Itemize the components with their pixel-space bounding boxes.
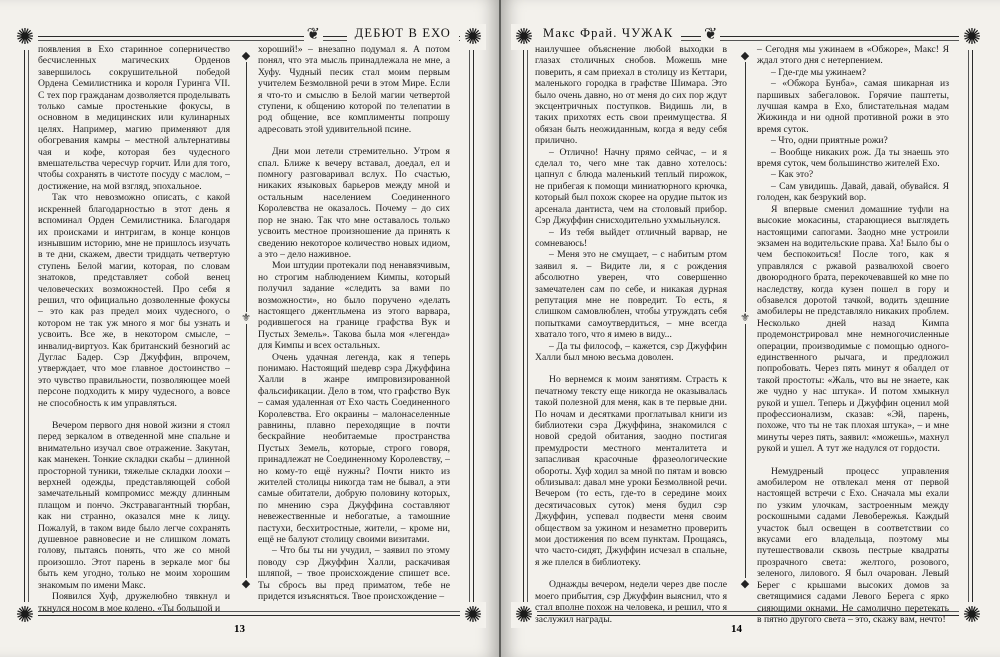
paragraph: Так что невозможно описать, с какой искренней благодарностью в этот день я вспоминал Орден Семилистника. Благодаря их происками и интригам, в конце концов изнывшим историю, мне не пришлось изучать в те дни, скажем, двести тридцать четвертую ступень Белой магии, которая, по словам знатоков, представляет собой венец человеческих возможностей. Про себя я решил, что официально дозволенные фокусы – это как раз предел моих чудесного, о котором не так уж много я мог бы узнать и усвоить. Все же, в некотором смысле, – инвалид-виртуоз. Как британский безногий ас Дуглас Бадер. Сэр Джуффин, впрочем, утверждает, что мое главное достоинство – это чувство правильности, позволяющее моей персоне подходить к миру чудесного, а вовсе не способность к им управляться.	[38, 192, 230, 409]
divider-ornament-icon: ◆	[740, 50, 750, 62]
paragraph: – Да ты философ, – кажется, сэр Джуффин Халли был мною весьма доволен.	[535, 340, 727, 363]
paragraph: – Что бы ты ни учудил, – заявил по этому поводу сэр Джуффин Халли, раскачивая шляпой, – твое происхождение спишет все. Ты сбрось вы пред приматом, тебе не придется изъясняться. Твое происхождение –	[258, 545, 450, 603]
right-page	[501, 0, 1000, 657]
paragraph: – Что, одни приятные рожи?	[771, 135, 888, 147]
corner-ornament-icon: ✺	[959, 24, 985, 50]
paragraph: Но вернемся к моим занятиям. Страсть к печатному тексту еще никогда не оказывалась такой полезной для меня, как в те первые дни. По ночам и десятками проглатывал книги из библиотеки сэра Джуффина, знакомился с новой средой обитания, заодно постигая премудрости местного менталитета и запасливая красочные фразеологические обороты. Хуф ходил за мной по пятам и вовсю облизывал: давал мне уроки Безмолвной речи. Вечером (то есть, где-то в середине моих десятичасовых суток) меня будил сэр Джуффин, успевал подвести меня своим обществом за ужином и незаметно проверить мои достижения по всем пунктам. Прощаясь, что часто-сидят, Джуффин исчезал в спальне, я же плелся в библиотеку.	[535, 374, 727, 568]
corner-ornament-icon: ✺	[12, 602, 38, 628]
corner-ornament-icon: ✺	[12, 24, 38, 50]
divider-ornament-icon: ⚜	[241, 312, 251, 324]
divider-ornament-icon: ◆	[740, 578, 750, 590]
running-header: ДЕБЮТ В ЕХО	[347, 26, 459, 41]
page-number: 13	[228, 623, 251, 635]
corner-ornament-icon: ✺	[460, 602, 486, 628]
paragraph: Немудреный процесс управления амобилером не отвлекал меня от первой настоящей встречи с Ехо. Сначала мы ехали по узким улочкам, застроенным между роскошными садами Левобережья. Каждый участок был освещен в соответствии со вкусами его владельца, поэтому мы путешествовали сквозь пестрые квадраты прозрачного света: желтого, розового, зеленого, лилового. Я был очарован. Левый Берег с крышами высоких домов за светящимися садами Левого Берега с ярко сияющими окнами. Не самолично перетекать в пятно другого света – это, скажу вам, нечто!	[757, 465, 949, 625]
running-header: Макс Фрай. ЧУЖАК	[535, 26, 681, 41]
paragraph: – Где-где мы ужинаем?	[771, 66, 866, 78]
column-divider	[242, 50, 250, 590]
paragraph: – Из тебя выйдет отличный варвар, не сомневаюсь!	[535, 226, 727, 249]
left-page	[0, 0, 499, 657]
corner-ornament-icon: ✺	[511, 602, 537, 628]
text-column-2	[757, 44, 949, 625]
divider-ornament-icon: ◆	[241, 50, 251, 62]
page-number: 14	[725, 623, 748, 635]
paragraph: Однажды вечером, недели через две после моего прибытия, сэр Джуффин выяснил, что я стал вполне похож на человека, и решил, что я заслужил награды.	[535, 579, 727, 625]
header-ornament-icon: ❦	[701, 24, 720, 44]
paragraph: Я впервые сменил домашние туфли на высокие мокасины, старающиеся выглядеть настоящими сапогами. Заодно мне устроили экзамен на водительские права. Ха! Было бы о чем беспокоиться! После того, как я управлялся с ржавой развалюхой своего двоюродного брата, перекочевавшей ко мне по наследству, когда кузен пошел в гору и обзавелся доротой тачкой, водить здешние амобилеры не представляло никаких проблем. Несколько дней назад Кимпа продемонстрировал мне немногочисленные операции, производимые с помощью одного-единственного рычага, и предложил попробовать. Через пять минут я обалдел от такой простоты: «Жаль, что вы не знаете, как же чудно у нас штука». И потом хмыкнул рукой и ушел. Теперь и Джуффин оценил мой профессионализм, сказав: «Эй, парень, похоже, что ты не так плохая штука», – и мне минуты через пять, заявил: «можешь», махнул рукой и ушел. А тут же надулся от гордости.	[757, 203, 949, 455]
paragraph: – Меня это не смущает, – с набитым ртом заявил я. – Видите ли, я с рождения абсолютно уверен, что совершенно замечателен сам по себе, и никакая дурная репутация мне не повредит. То есть, я слишком самовлюблен, чтобы утруждать себя попытками самоутвердиться, – мне всегда хватало того, что я имею в виду...	[535, 249, 727, 341]
paragraph: – Как это?	[771, 169, 814, 181]
paragraph: – Сегодня мы ужинаем в «Обжоре», Макс! Я ждал этого дня с нетерпением.	[757, 44, 949, 67]
text-column-1	[38, 44, 230, 614]
text-column-1	[535, 44, 727, 625]
divider-ornament-icon: ◆	[241, 578, 251, 590]
paragraph: Мои штудии протекали под ненавязчивым, но строгим наблюдением Кимпы, который получил задание «следить за вами по возможности», но было поручено «делать настоящего джентльмена из этого варвара, родившегося на границе графства Вук и Пустых Земель». Такова была моя «легенда» для Кимпы и всех остальных.	[258, 260, 450, 352]
paragraph: – Сам увидишь. Давай, давай, обувайся. Я голоден, как безрукий вор.	[757, 180, 949, 204]
corner-ornament-icon: ✺	[959, 602, 985, 628]
corner-ornament-icon: ✺	[460, 24, 486, 50]
divider-ornament-icon: ⚜	[740, 312, 750, 324]
paragraph: хороший!» – внезапно подумал я. А потом понял, что эта мысль принадлежала не мне, а Хуфу. Чудный песик стал моим первым учителем Безмолвной речи в этом Мире. Если я что-то и смыслю в Белой магии четвертой ступени, к общению которой по телепатии в род общение, все комплименты попрошу адресовать этой удивительной псине.	[258, 44, 450, 135]
paragraph: наилучшее объяснение любой выходки в глазах столичных снобов. Можешь мне поверить, я сам приехал в столицу из Кеттари, маленького городка в графстве Шимара. Это было очень давно, но от меня до сих пор ждут эксцентричных поступков. Видишь ли, в таких прихотях есть свои преимущества. Я обязан быть неожиданным, когда я веду себя прилично.	[535, 44, 727, 147]
paragraph: Дни мои летели стремительно. Утром я спал. Ближе к вечеру вставал, доедал, ел и помногу разговаривал вслух. По счастью, никаких языковых барьеров между мной и остальным населением Соединенного Королевства не оказалось. Почему – до сих пор не знаю. Так что мне оставалось только усвоить местное произношение да принять к сведению некоторое количество новых идиом, а это – дело наживное.	[258, 146, 450, 260]
paragraph: Вечером первого дня новой жизни я стоял перед зеркалом в отведенной мне спальне и внимательно изучал свое отражение. Закутан, как манекен. Тонкие складки скабы – длинной просторной туники, тяжелые складки лоохи – верхней одежды, представляющей собой замечательный компромисс между длинным плащом и пончо. Экстравагантный тюрбан, как ни странно, оказался мне к лицу. Пожалуй, в таком виде было легче сохранять душевное равновесие и не слишком ломать голову, пытаясь понять, что же со мной произошло. Этот парень в зеркале мог бы быть кем угодно, только не моим хорошим знакомым по имени Макс.	[38, 420, 230, 591]
header-ornament-icon: ❦	[304, 24, 323, 44]
paragraph: – Вообще никаких рож. Да ты знаешь это время суток, чем большинство жителей Ехо.	[757, 146, 949, 170]
paragraph: Очень удачная легенда, как я теперь понимаю. Настоящий шедевр сэра Джуффина Халли в жанре импровизированной фальсификации. Дело в том, что графство Вук – самая удаленная от Ехо часть Соединенного Королевства. Его окраины – малонаселенные равнины, плавно переходящие в почти бескрайние необитаемые пространства Пустых Земель, которые, строго говоря, принадлежат не Соединенному Королевству, – но кому-то ещё нужны? Почти никто из жителей столицы никогда там не бывал, а эти самые обитатели, добрую половину которых, по мнению сэра Джуффина составляют невежественные и небогатые, а тамошние пастухи, бесхитростные, жители, – кроме ни, ещё не балуют столицу своими визитами.	[258, 351, 450, 546]
corner-ornament-icon: ✺	[511, 24, 537, 50]
paragraph: – Отлично! Начну прямо сейчас, – и я сделал то, чего мне так давно хотелось: цапнул с блюда маленький теплый пирожок, не прибегая к помощи миниатюрного крючка, который был похож скорее на орудие пыток из арсенала дантиста, чем на столовый прибор. Сэр Джуффин снисходительно ухмыльнулся.	[535, 146, 727, 227]
paragraph: Появился Хуф, дружелюбно тявкнул и ткнулся носом в мое колено. «Ты большой и	[38, 591, 230, 614]
paragraph: – «Обжора Бунба», самая шикарная из паршивых забегаловок. Горячие паштеты, лучшая камра в Ехо, блистательная мадам Жижинда и ни одной противной рожи в это время суток.	[757, 78, 949, 135]
column-divider	[741, 50, 749, 590]
text-column-2	[258, 44, 450, 603]
paragraph: появления в Ехо старинное соперничество бесчисленных магических Орденов завершилось сокрушительной победой Ордена Семилистника и короля Гуринга VII. С тех пор гражданам дозволяется проделывать только самые простенькие фокусы, в основном в медицинских или кулинарных целях. Например, магию применяют для обогревания камры – местной альтернативы чая и кофе, которая без чудесного вмешательства чересчур горчит. Или для того, чтобы сохранять в чистоте посуду с маслом, – достижение, на мой взгляд, эпохальное.	[38, 44, 230, 192]
